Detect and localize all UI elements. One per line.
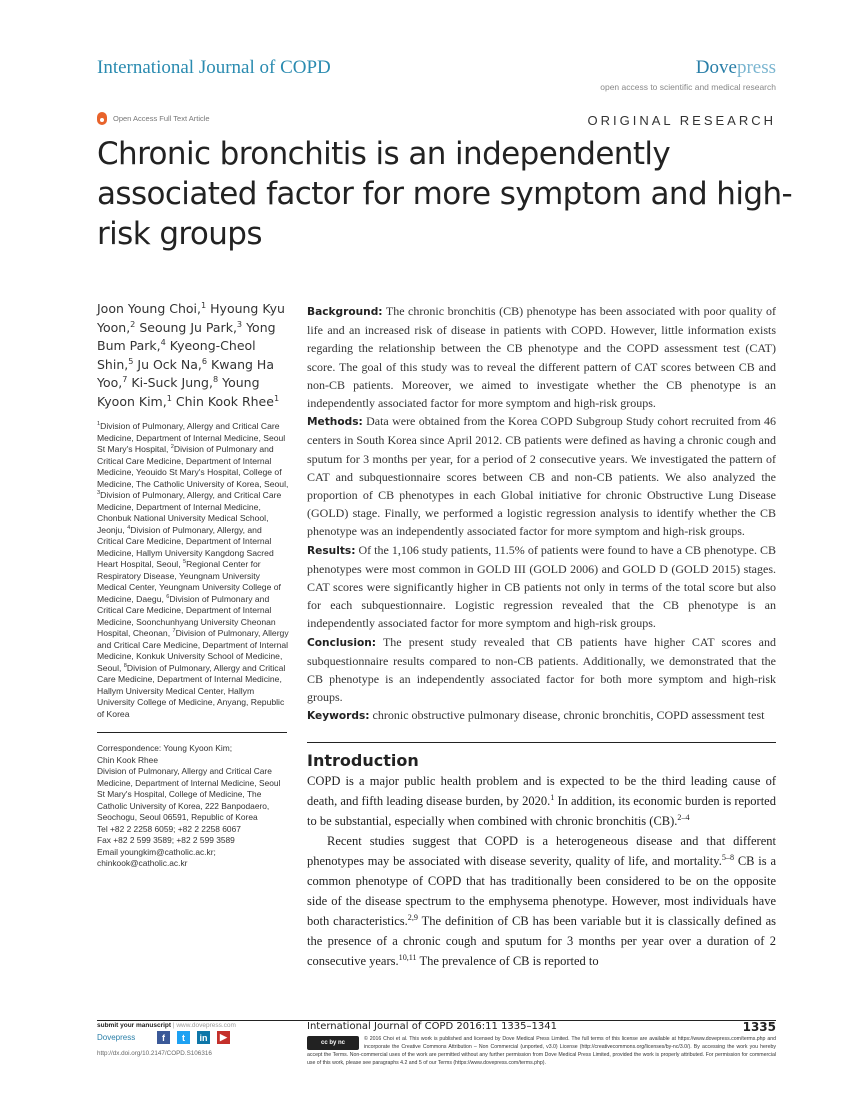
section-text: chronic obstructive pulmonary disease, chronic bronchitis, COPD assessment test	[369, 708, 765, 723]
affiliation: Division of Pulmonary, Allergy and Critical Care Medicine, Department of Internal Medicine, Seoul St Mary's Hospital,	[97, 421, 286, 454]
affiliation-number: 8	[123, 662, 127, 669]
section-label: Keywords:	[307, 710, 370, 723]
submit-label: submit your manuscript	[97, 1022, 172, 1029]
abstract-methods	[307, 412, 776, 540]
correspondence	[97, 743, 289, 870]
author-name: Joon Young Choi,	[97, 301, 201, 316]
right-column	[307, 302, 776, 971]
affiliation-ref: 5	[128, 355, 134, 366]
abstract	[307, 302, 776, 726]
author-name: Chin Kook Rhee	[171, 393, 274, 409]
paragraph	[307, 831, 776, 971]
citation-ref[interactable]: 2,9	[407, 912, 418, 922]
open-access-text: Open Access Full Text Article	[113, 114, 210, 123]
text: CB is a common phenotype of COPD that has traditionally been considered to be on the opposite side of the disease spectrum to the emphysema phenotype. However, most individuals have both characteristics.	[307, 853, 777, 928]
creative-commons-badge	[307, 1036, 359, 1050]
abstract-background	[307, 302, 776, 412]
correspondence-email[interactable]: Email youngkim@catholic.ac.kr;	[97, 846, 216, 857]
affiliation: Regional Center for Respiratory Disease, Yeungnam University Medical Center, Yeungnam University College of Medicine, Daegu,	[97, 559, 281, 604]
author-name: Kyeong-Cheol Shin,	[97, 338, 256, 372]
author-name: Young Kyoon Kim,	[97, 375, 260, 409]
affiliation-ref: 1	[273, 392, 280, 403]
author-name: Ju Ock Na,	[133, 356, 202, 372]
social-links	[157, 1031, 230, 1044]
affiliation-ref: 4	[160, 336, 166, 347]
affiliation-number: 3	[97, 490, 101, 497]
affiliation: Division of Pulmonary and Critical Care Medicine, Department of Internal Medicine, Soonchunhyang University Cheonan Hospital, Cheonan,	[97, 593, 276, 638]
author-name: Yong Bum Park,	[97, 319, 276, 353]
affiliation: Division of Pulmonary, Allergy and Critical Care Medicine, Department of Internal Medicine, Konkuk University School of Medicine, Seoul,	[97, 628, 289, 673]
section-heading: Introduction	[307, 750, 419, 770]
affiliation-ref: 6	[201, 355, 208, 366]
abstract-results	[307, 541, 776, 633]
section-label: Conclusion:	[307, 636, 377, 649]
publisher-logo-b: press	[736, 57, 776, 78]
citation-ref[interactable]: 1	[550, 792, 555, 802]
affiliation: Division of Pulmonary and Critical Care Medicine, Department of Internal Medicine, Yeouido St Mary's Hospital, College of Medicine, The Catholic University of Korea, Seoul,	[97, 444, 289, 489]
correspondence-tel: Tel +82 2 2258 6059; +82 2 2258 6067	[97, 823, 241, 834]
affiliation: Division of Pulmonary, Allergy, and Critical Care Medicine, Department of Internal Medicine, Hallym University Kangdong Sacred Heart Hospital, Seoul,	[97, 524, 274, 569]
license-text: © 2016 Choi et al. This work is published and licensed by Dove Medical Press Limited. The full terms of this license are available at https://www.dovepress.com/terms.php and incorporate the Creative Commons Attribution – Non Commercial (unported, v3.0) License (http://creativecommons.org/licenses/by-nc/3.0/). By accessing the work you hereby accept the Terms. Non-commercial uses of the work are permitted without any further permission from Dove Medical Press Limited, provided the work is properly attributed. For permission for commercial use of this work, please see paragraphs 4.2 and 5 of our Terms (https://www.dovepress.com/terms.php).	[307, 1036, 776, 1066]
section-text: The chronic bronchitis (CB) phenotype has been associated with poor quality of life and an increased risk of disease in patients with COPD. However, little information exists regarding the relationship between the CB phenotype and the COPD assessment test (CAT) score. The goal of this study was to reveal the different pattern of CAT scores between CB and non-CB patients. Moreover, we aimed to investigate whether the CB phenotype is an independently associated factor for more symptom and high-risk groups.	[307, 304, 776, 411]
affiliation-ref: 7	[122, 373, 128, 384]
affiliation-ref: 3	[236, 318, 243, 329]
affiliation-ref: 1	[166, 392, 172, 403]
author-list	[97, 300, 289, 411]
text: In addition, its economic burden is reported to be substantial, especially when combined with chronic bronchitis (CB).	[307, 793, 776, 828]
introduction-body	[307, 771, 776, 971]
citation-ref[interactable]: 2–4	[677, 812, 690, 822]
affiliation-number: 6	[166, 593, 170, 600]
text: COPD is a major public health problem and is expected to be the third leading cause of death, and fifth leading disease burden, by 2020.	[307, 773, 776, 808]
dovepress-logo: Dovepress	[97, 1033, 136, 1042]
affiliation-number: 4	[127, 524, 131, 531]
submit-manuscript-link[interactable]	[97, 1022, 236, 1030]
affiliation-ref: 8	[212, 373, 219, 384]
license-block	[307, 1035, 776, 1067]
section-label: Methods:	[307, 416, 363, 429]
author-name: Seoung Ju Park,	[135, 319, 237, 335]
journal-name: International Journal of COPD	[97, 57, 331, 78]
author-name: Hyoung Kyu Yoon,	[97, 301, 285, 335]
correspondence-line: Correspondence: Young Kyoon Kim;	[97, 743, 233, 753]
author-name: Kwang Ha Yoo,	[97, 356, 274, 390]
section-text: The present study revealed that CB patients have higher CAT scores and subquestionnaire results compared to non-CB patients. Additionally, we demonstrated that the CB phenotype is an independently associated factor for both more symptom and high-risk groups.	[307, 634, 776, 705]
affiliation: Division of Pulmonary, Allergy, and Critical Care Medicine, Department of Internal Medicine, Chonbuk National University Medical School, Jeonju,	[97, 490, 282, 535]
cc-label: cc by nc	[320, 1040, 345, 1046]
citation-ref[interactable]: 10,11	[398, 952, 417, 962]
affiliation-number: 1	[97, 421, 101, 428]
affiliation: Division of Pulmonary, Allergy and Critical Care Medicine, Department of Internal Medicine, Hallym University Medical Center, Hallym University College of Medicine, Anyang, Republic of Korea	[97, 662, 286, 719]
text: The definition of CB has been variable but it is classically defined as the presence of a chronic cough and sputum for 3 months per year over a duration of 2 consecutive years.	[307, 913, 776, 968]
section-label: Background:	[307, 306, 383, 318]
youtube-icon[interactable]: ▶	[217, 1031, 230, 1044]
twitter-icon[interactable]: t	[177, 1031, 190, 1044]
article-title: Chronic bronchitis is an independently associated factor for more symptom and high-risk groups	[97, 136, 793, 252]
correspondence-email[interactable]: chinkook@catholic.ac.kr	[97, 858, 188, 868]
affiliation-ref: 2	[130, 318, 136, 329]
author-name: Ki-Suck Jung,	[127, 375, 213, 390]
section-label: Results:	[307, 544, 356, 557]
abstract-keywords	[307, 706, 776, 725]
open-access-label	[97, 112, 210, 125]
correspondence-line: Chin Kook Rhee	[97, 754, 158, 765]
divider	[307, 742, 776, 743]
abstract-conclusion	[307, 633, 776, 707]
affiliation-number: 2	[170, 444, 174, 451]
text: The prevalence of CB is reported to	[416, 953, 599, 968]
correspondence-fax: Fax +82 2 599 3589; +82 2 599 3589	[97, 835, 235, 845]
section-text: Of the 1,106 study patients, 11.5% of patients were found to have a CB phenotype. CB phenotypes were most common in GOLD III (GOLD 2006) and GOLD D (GOLD 2015) stages. CAT scores were significantly higher in CB patients not only in terms of the total score but also for each subquestionnaire. Logistic regression revealed that the CB phenotype is an independently associated factor for more symptom and high-risk groups.	[307, 542, 776, 631]
journal-citation: International Journal of COPD 2016:11 1335–1341	[307, 1021, 557, 1032]
affiliation-number: 5	[182, 559, 187, 566]
section-text: Data were obtained from the Korea COPD Subgroup Study cohort recruited from 46 centers in South Korea since April 2012. CB patients were defined as having a chronic cough and sputum for 3 months per year, for a period of 2 consecutive years. We investigated the pattern of CAT and subquestionnaire scores between CB and non-CB patients. We also analyzed the proportion of CB phenotypes in each Global initiative for chronic Obstructive Lung Disease (GOLD) stage. Finally, we performed a logistic regression analysis to identify whether the CB phenotype was an independently associated factor for more symptom and high-risk groups.	[307, 414, 776, 539]
affiliation-number: 7	[172, 628, 176, 635]
submit-url[interactable]: | www.dovepress.com	[171, 1022, 236, 1029]
paragraph	[307, 771, 776, 831]
affiliation-ref: 1	[201, 299, 207, 310]
correspondence-address: Division of Pulmonary, Allergy and Critical Care Medicine, Department of Internal Medicine, Seoul St Mary's Hospital, College of Medicine, The Catholic University of Korea, 222 Banpodaero, Seochogu, Seoul 06591, Republic of Korea	[97, 766, 281, 822]
divider	[97, 732, 287, 733]
publisher-logo	[696, 57, 776, 79]
publisher-tagline: open access to scientific and medical research	[600, 82, 776, 92]
citation-ref[interactable]: 5–8	[721, 852, 735, 862]
linkedin-icon[interactable]: in	[197, 1031, 210, 1044]
doi-link[interactable]: http://dx.doi.org/10.2147/COPD.S106316	[97, 1050, 212, 1057]
article-type: ORIGINAL RESEARCH	[587, 113, 776, 128]
affiliations	[97, 421, 289, 720]
facebook-icon[interactable]: f	[157, 1031, 170, 1044]
publisher-logo-a: Dove	[695, 57, 737, 78]
open-access-lock-icon	[97, 112, 107, 125]
left-column	[97, 300, 289, 870]
text: Recent studies suggest that COPD is a heterogeneous disease and that different phenotypes may be associated with disease severity, quality of life, and mortality.	[307, 833, 776, 868]
page-number: 1335	[742, 1020, 776, 1034]
